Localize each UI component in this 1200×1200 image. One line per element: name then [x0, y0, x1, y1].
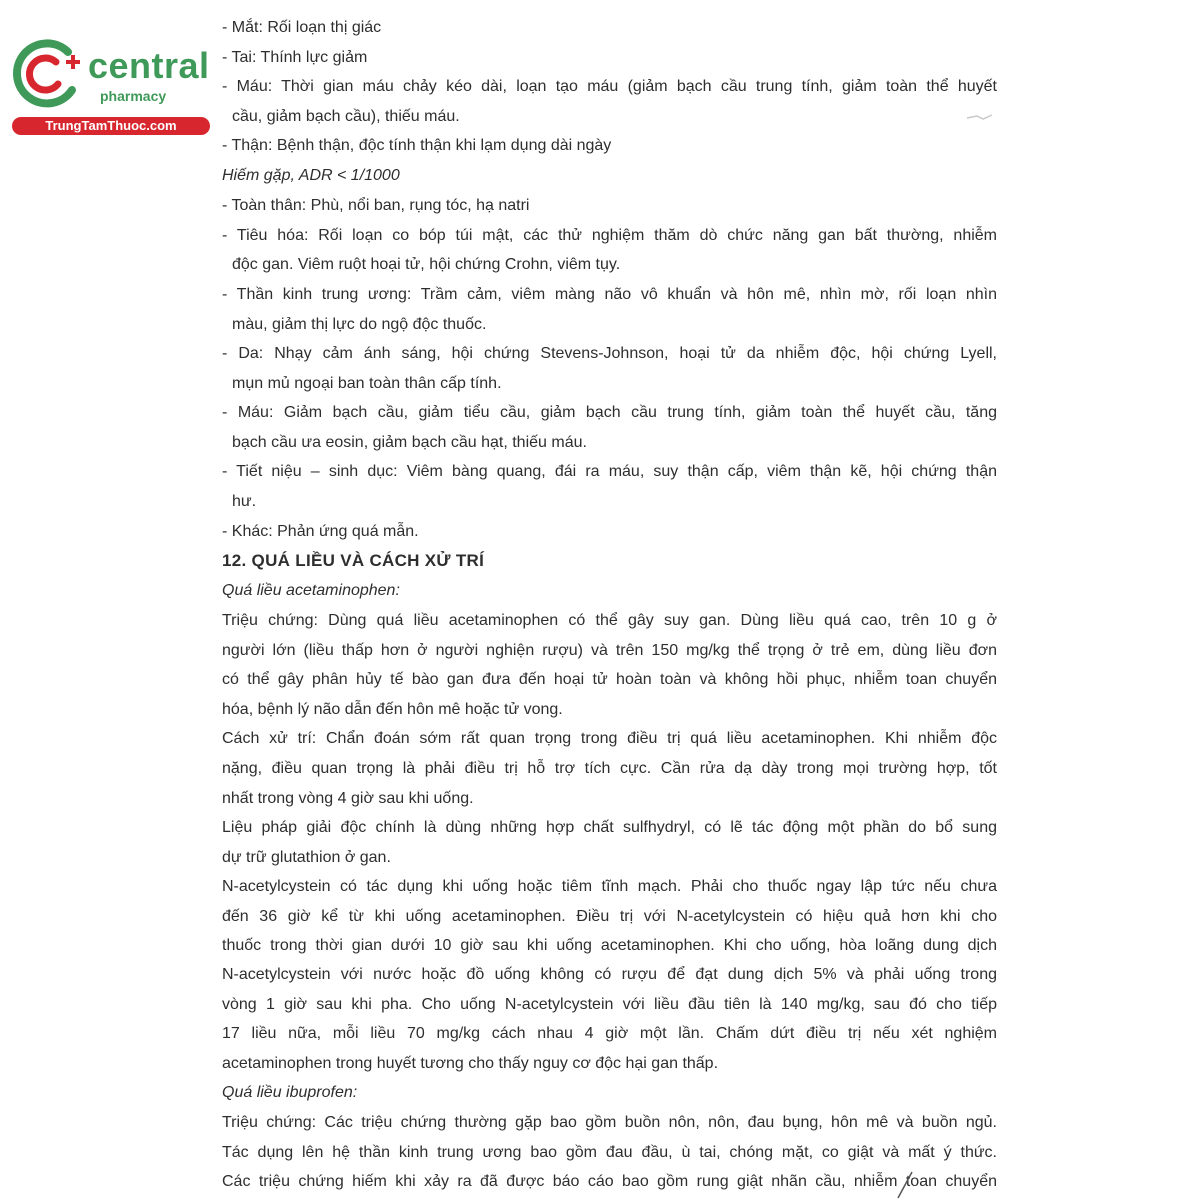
- brand-logo: [10, 38, 215, 138]
- text-line: thuốc trong thời gian dưới 10 giờ sau khi uống acetaminophen. Khi cho uống, hòa loãng dung dịch: [222, 937, 997, 954]
- text-line: - Toàn thân: Phù, nổi ban, rụng tóc, hạ natri: [222, 197, 530, 214]
- text-line: đến 36 giờ kể từ khi uống acetaminophen. Điều trị với N-acetylcystein có hiệu quả hơn khi cho: [222, 908, 997, 925]
- subheading: Quá liều acetaminophen:: [222, 582, 400, 599]
- subheading: Quá liều ibuprofen:: [222, 1084, 358, 1101]
- text-line: người lớn (liều thấp hơn ở người nghiện rượu) và trên 150 mg/kg thể trọng ở trẻ em, dùng liều đơn: [222, 642, 997, 659]
- text-line: bạch cầu ưa eosin, giảm bạch cầu hạt, thiếu máu.: [232, 434, 587, 451]
- logo-website: TrungTamThuoc.com: [12, 117, 210, 135]
- text-line: Triệu chứng: Các triệu chứng thường gặp bao gồm buồn nôn, nôn, đau bụng, hôn mê và buồn ngủ.: [222, 1114, 997, 1131]
- text-line: mụn mủ ngoại ban toàn thân cấp tính.: [232, 375, 502, 392]
- text-line: acetaminophen trong huyết tương cho thấy nguy cơ độc hại gan thấp.: [222, 1055, 719, 1072]
- subheading: Hiếm gặp, ADR < 1/1000: [222, 167, 400, 184]
- text-line: nhất trong vòng 4 giờ sau khi uống.: [222, 790, 474, 807]
- text-line: màu, giảm thị lực do ngộ độc thuốc.: [232, 316, 487, 333]
- text-line: - Mắt: Rối loạn thị giác: [222, 19, 382, 36]
- text-line: vòng 1 giờ sau khi pha. Cho uống N-acetylcystein với liều đầu tiên là 140 mg/kg, sau đó cho tiếp: [222, 996, 997, 1013]
- text-line: hóa, bệnh lý não dẫn đến hôn mê hoặc tử vong.: [222, 701, 563, 718]
- text-line: cầu, giảm bạch cầu), thiếu máu.: [232, 108, 460, 125]
- text-line: có thể gây phân hủy tế bào gan đưa đến hoại tử hoàn toàn và không hồi phục, nhiễm toan chuyển: [222, 671, 997, 688]
- logo-subtitle: pharmacy: [100, 88, 167, 104]
- central-logo-mark-icon: [10, 38, 90, 113]
- text-line: 17 liều nữa, mỗi liều 70 mg/kg cách nhau 4 giờ một lần. Chấm dứt điều trị nếu xét nghiệm: [222, 1025, 997, 1042]
- text-line: - Thận: Bệnh thận, độc tính thận khi lạm dụng dài ngày: [222, 137, 612, 154]
- text-line: - Da: Nhạy cảm ánh sáng, hội chứng Stevens-Johnson, hoại tử da nhiễm độc, hội chứng Lyell,: [222, 345, 997, 362]
- text-line: - Máu: Thời gian máu chảy kéo dài, loạn tạo máu (giảm bạch cầu trung tính, giảm toàn thể huyết: [222, 78, 997, 95]
- text-line: dự trữ glutathion ở gan.: [222, 849, 391, 866]
- text-line: Tác dụng lên hệ thần kinh trung ương bao gồm đau đầu, ù tai, chóng mặt, co giật và mất ý thức.: [222, 1144, 997, 1161]
- text-line: N-acetylcystein với nước hoặc đồ uống không có rượu để đạt dung dịch 5% và phải uống trong: [222, 966, 997, 983]
- scan-mark-icon: [965, 110, 995, 124]
- text-line: - Khác: Phản ứng quá mẫn.: [222, 523, 419, 540]
- text-line: Các triệu chứng hiếm khi xảy ra đã được báo cáo bao gồm rung giật nhãn cầu, nhiễm toan chuyển: [222, 1173, 997, 1190]
- text-line: - Tiết niệu – sinh dục: Viêm bàng quang, đái ra máu, suy thận cấp, viêm thận kẽ, hội chứng thận: [222, 463, 997, 480]
- text-line: N-acetylcystein có tác dụng khi uống hoặc tiêm tĩnh mạch. Phải cho thuốc ngay lập tức nếu chưa: [222, 878, 997, 895]
- text-line: - Máu: Giảm bạch cầu, giảm tiểu cầu, giảm bạch cầu trung tính, giảm toàn thể huyết cầu, tăng: [222, 404, 997, 421]
- text-line: độc gan. Viêm ruột hoại tử, hội chứng Crohn, viêm tụy.: [232, 256, 621, 273]
- text-line: nặng, điều quan trọng là phải điều trị hỗ trợ tích cực. Cần rửa dạ dày trong mọi trường hợp, tốt: [222, 760, 997, 777]
- section-heading: 12. QUÁ LIỀU VÀ CÁCH XỬ TRÍ: [222, 551, 485, 570]
- text-line: - Tai: Thính lực giảm: [222, 49, 368, 66]
- pen-stroke-icon: [890, 1170, 920, 1200]
- text-line: hư.: [232, 493, 257, 510]
- logo-brand-name: central: [88, 45, 210, 86]
- text-line: Triệu chứng: Dùng quá liều acetaminophen có thể gây suy gan. Dùng liều quá cao, trên 10 g ở: [222, 612, 997, 629]
- text-line: Liệu pháp giải độc chính là dùng những hợp chất sulfhydryl, có lẽ tác động một phần do bổ sung: [222, 819, 997, 836]
- text-line: - Thần kinh trung ương: Trầm cảm, viêm màng não vô khuẩn và hôn mê, nhìn mờ, rối loạn nhìn: [222, 286, 997, 303]
- text-line: Cách xử trí: Chẩn đoán sớm rất quan trọng trong điều trị quá liều acetaminophen. Khi nhiễm độc: [222, 730, 997, 747]
- text-line: - Tiêu hóa: Rối loạn co bóp túi mật, các thử nghiệm thăm dò chức năng gan bất thường, nhiễm: [222, 227, 997, 244]
